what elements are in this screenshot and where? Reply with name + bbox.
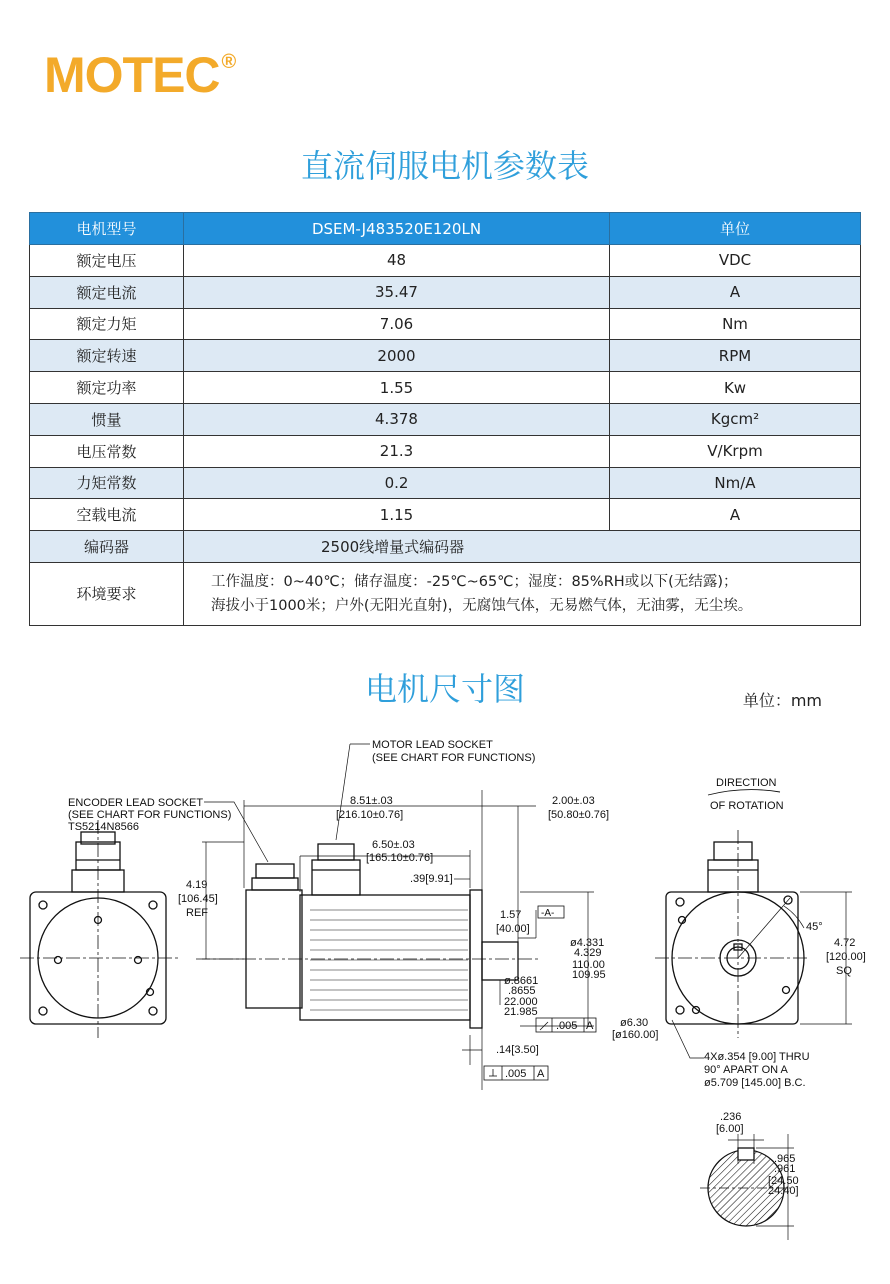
- param-unit: A: [610, 499, 861, 531]
- param-value: 35.47: [184, 276, 610, 308]
- encoder-socket-label-3: TS5214N8566: [68, 821, 139, 833]
- param-unit: V/Krpm: [610, 435, 861, 467]
- environment-line-2: 海拔小于1000米；户外(无阳光直射)，无腐蚀气体，无易燃气体，无油雾，无尘埃。: [211, 597, 753, 614]
- encoder-row: [30, 531, 861, 563]
- environment-label: 环境要求: [30, 562, 184, 625]
- param-name: 惯量: [30, 403, 184, 435]
- dim-0-39: .39[9.91]: [410, 873, 453, 885]
- param-name: 额定转速: [30, 340, 184, 372]
- table-row: [30, 308, 861, 340]
- param-name: 力矩常数: [30, 467, 184, 499]
- runout-tolerance: .005: [556, 1020, 578, 1032]
- table-row: [30, 467, 861, 499]
- motor-socket-label-1: MOTOR LEAD SOCKET: [372, 739, 493, 751]
- dim-216-10: [216.10±0.76]: [336, 809, 404, 821]
- rear-view: [20, 820, 178, 1038]
- table-row: [30, 403, 861, 435]
- table-row: [30, 276, 861, 308]
- dim-109-95: 109.95: [572, 969, 606, 981]
- dim-0-961: .961: [774, 1163, 796, 1175]
- dim-2-00: 2.00±.03: [552, 795, 595, 807]
- dim-0-8655: .8655: [508, 985, 536, 997]
- encoder-socket-label-2: (SEE CHART FOR FUNCTIONS): [68, 809, 232, 821]
- encoder-socket-label-1: ENCODER LEAD SOCKET: [68, 797, 204, 809]
- holes-note-3: ø5.709 [145.00] B.C.: [704, 1077, 806, 1089]
- param-unit: RPM: [610, 340, 861, 372]
- param-unit: VDC: [610, 245, 861, 277]
- dimension-drawing: [0, 720, 890, 1284]
- spec-table: [29, 212, 861, 626]
- header-unit: 单位: [610, 213, 861, 245]
- param-value: 1.55: [184, 372, 610, 404]
- dim-50-80: [50.80±0.76]: [548, 809, 610, 821]
- dim-1-57: 1.57: [500, 909, 522, 921]
- holes-note-1: 4Xø.354 [9.00] THRU: [704, 1051, 810, 1063]
- header-model-value: DSEM-J483520E120LN: [184, 213, 610, 245]
- perpendicularity-tolerance: .005: [505, 1068, 527, 1080]
- param-unit: A: [610, 276, 861, 308]
- direction-label-2: OF ROTATION: [710, 800, 784, 812]
- datum-a: -A-: [541, 908, 555, 919]
- param-name: 电压常数: [30, 435, 184, 467]
- dim-6-30: ø6.30: [620, 1017, 649, 1029]
- motor-socket-label-2: (SEE CHART FOR FUNCTIONS): [372, 752, 536, 764]
- dim-6-50: 6.50±.03: [372, 839, 415, 851]
- table-row: [30, 372, 861, 404]
- unit-note: 单位：mm: [742, 691, 822, 710]
- param-name: 额定力矩: [30, 308, 184, 340]
- dim-0-236: .236: [720, 1111, 742, 1123]
- param-unit: Nm: [610, 308, 861, 340]
- dim-120-00: [120.00]: [826, 951, 866, 963]
- param-unit: Kw: [610, 372, 861, 404]
- dim-21-985: 21.985: [504, 1006, 538, 1018]
- param-value: 0.2: [184, 467, 610, 499]
- dim-4-72: 4.72: [834, 937, 856, 949]
- dim-24-40: 24.40]: [768, 1185, 799, 1197]
- param-name: 额定电压: [30, 245, 184, 277]
- dim-4-329: 4.329: [574, 947, 602, 959]
- encoder-label: 编码器: [30, 531, 184, 563]
- dim-8-51: 8.51±.03: [350, 795, 393, 807]
- dim-0-965: .965: [774, 1153, 796, 1165]
- param-name: 空载电流: [30, 499, 184, 531]
- holes-note-2: 90° APART ON A: [704, 1064, 788, 1076]
- dim-106-45: [106.45]: [178, 893, 218, 905]
- direction-label-1: DIRECTION: [716, 777, 777, 789]
- dim-40-00: [40.00]: [496, 923, 530, 935]
- dim-sq: SQ: [836, 965, 852, 977]
- param-name: 额定电流: [30, 276, 184, 308]
- param-name: 额定功率: [30, 372, 184, 404]
- dim-110-00: 110.00: [572, 959, 605, 971]
- param-value: 4.378: [184, 403, 610, 435]
- param-value: 2000: [184, 340, 610, 372]
- dim-22-000: 22.000: [504, 996, 538, 1008]
- dimension-title: 电机尺寸图: [364, 670, 525, 708]
- table-row: [30, 340, 861, 372]
- param-value: 7.06: [184, 308, 610, 340]
- dim-6-00: [6.00]: [716, 1123, 744, 1135]
- dim-4-331: ø4.331: [570, 937, 605, 949]
- environment-row: [30, 562, 861, 625]
- encoder-value: 2500线增量式编码器: [184, 531, 861, 563]
- perpendicularity-datum: A: [537, 1068, 545, 1080]
- table-row: [30, 499, 861, 531]
- param-value: 21.3: [184, 435, 610, 467]
- side-view: [196, 744, 596, 1090]
- param-value: 1.15: [184, 499, 610, 531]
- param-unit: Kgcm²: [610, 403, 861, 435]
- page-title: 直流伺服电机参数表: [300, 147, 589, 185]
- table-header-row: [30, 213, 861, 245]
- param-value: 48: [184, 245, 610, 277]
- header-model-label: 电机型号: [30, 213, 184, 245]
- table-row: [30, 245, 861, 277]
- dim-160-00: [ø160.00]: [612, 1029, 659, 1041]
- environment-value: [184, 562, 861, 625]
- runout-datum: A: [586, 1020, 594, 1032]
- dim-4-19: 4.19: [186, 879, 208, 891]
- angle-45: 45°: [806, 921, 823, 933]
- dim-ref: REF: [186, 907, 208, 919]
- param-unit: Nm/A: [610, 467, 861, 499]
- environment-line-1: 工作温度：0~40℃；储存温度：-25℃~65℃；湿度：85%RH或以下(无结露)；: [211, 573, 738, 590]
- motec-logo: MOTEC ®: [44, 47, 236, 103]
- table-row: [30, 435, 861, 467]
- dim-165-10: [165.10±0.76]: [366, 852, 434, 864]
- dim-0-14: .14[3.50]: [496, 1044, 539, 1056]
- dim-0-8661: ø.8661: [504, 975, 539, 987]
- dim-24-50: [24.50: [768, 1175, 799, 1187]
